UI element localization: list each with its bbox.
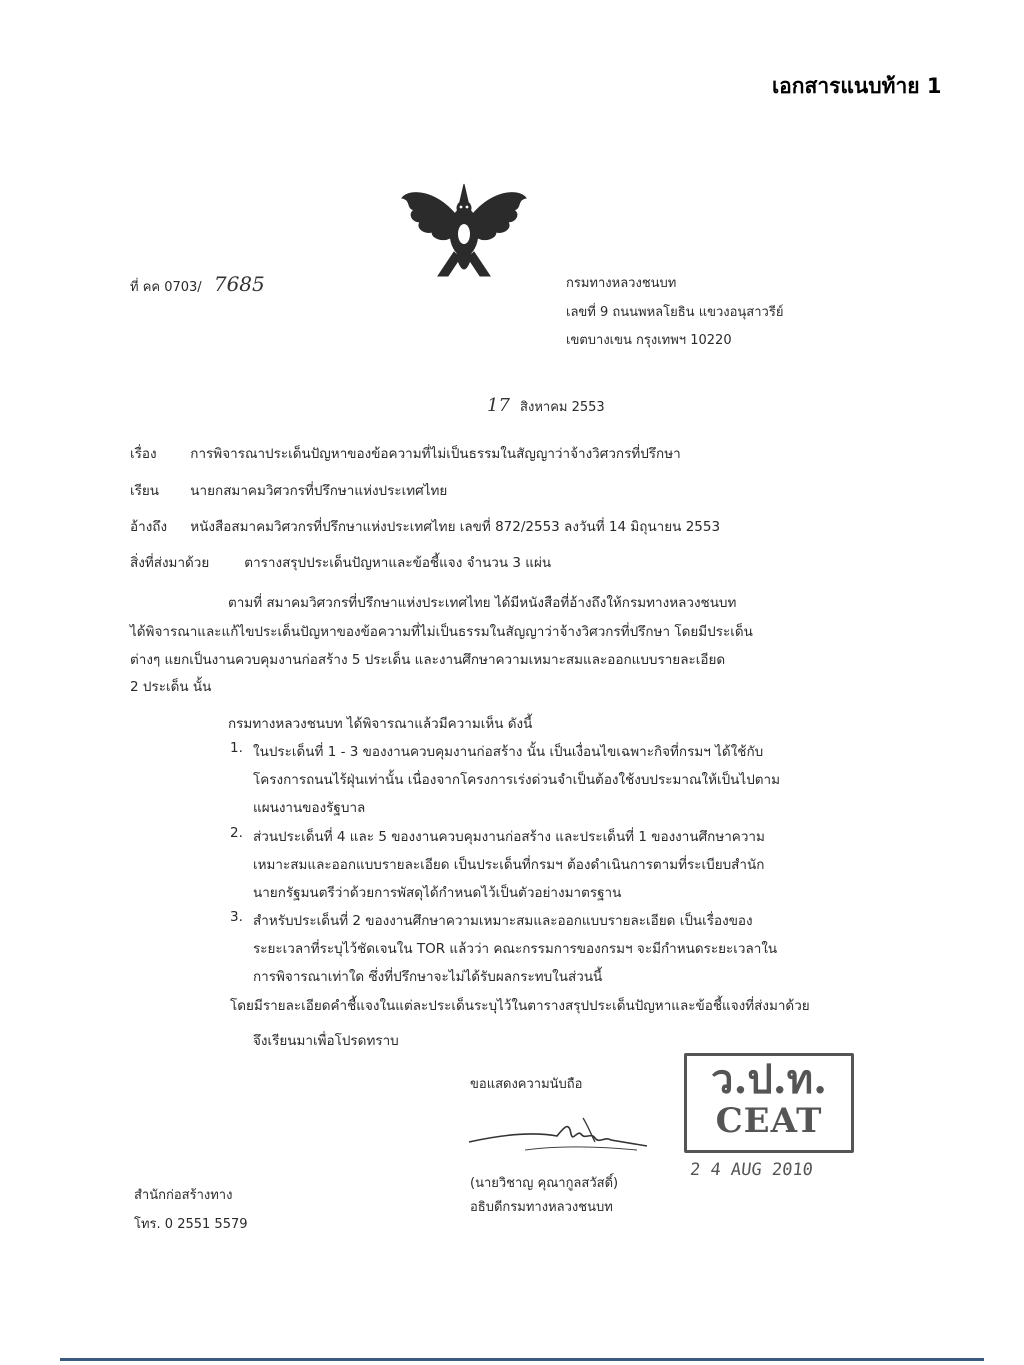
received-stamp: [684, 1053, 854, 1153]
reference-text: หนังสือสมาคมวิศวกรที่ปรึกษาแห่งประเทศไทย เลขที่ 872/2553 ลงวันที่ 14 มิถุนายน 2553: [190, 519, 721, 535]
item-3-line-2: ระยะเวลาที่ระบุไว้ชัดเจนใน TOR แล้วว่า คณะกรรมการของกรมฯ จะมีกำหนดระยะเวลาใน: [253, 941, 778, 957]
item-3-line-1: สำหรับประเด็นที่ 2 ของงานศึกษาความเหมาะสมและออกแบบรายละเอียด เป็นเรื่องของ: [253, 913, 753, 929]
stamp-latin-text: CEAT: [715, 1101, 823, 1141]
attachment-label: เอกสารแนบท้าย 1: [772, 74, 942, 98]
signer-name: (นายวิชาญ คุณากูลสวัสดิ์): [470, 1176, 619, 1191]
reference-line: [130, 515, 720, 537]
closing-salutation: ขอแสดงความนับถือ: [470, 1077, 583, 1092]
date-day-handwritten: 17: [487, 395, 510, 416]
paragraph-1-line-4: 2 ประเด็น นั้น: [130, 679, 212, 695]
subject-text: การพิจารณาประเด็นปัญหาของข้อความที่ไม่เป็นธรรมในสัญญาว่าจ้างวิศวกรที่ปรึกษา: [190, 446, 681, 462]
subject-line: [130, 442, 681, 464]
closing-request: จึงเรียนมาเพื่อโปรดทราบ: [253, 1033, 399, 1049]
opinion-intro: กรมทางหลวงชนบท ได้พิจารณาแล้วมีความเห็น ดังนี้: [228, 716, 533, 732]
item-3-line-3: การพิจารณาเท่าใด ซึ่งที่ปรึกษาจะไม่ได้รับผลกระทบในส่วนนี้: [253, 969, 603, 985]
handwritten-signature-icon: [465, 1112, 651, 1166]
reference-prefix: ที่ คค 0703/: [130, 280, 202, 295]
item-2-number: 2.: [230, 825, 243, 841]
page-bottom-divider: [60, 1358, 984, 1361]
sender-address-line-1: เลขที่ 9 ถนนพหลโยธิน แขวงอนุสาวรีย์: [566, 305, 784, 320]
item-1-number: 1.: [230, 740, 243, 756]
recipient-text: นายกสมาคมวิศวกรที่ปรึกษาแห่งประเทศไทย: [190, 483, 448, 499]
enclosure-label: สิ่งที่ส่งมาด้วย: [130, 555, 210, 571]
signer-title: อธิบดีกรมทางหลวงชนบท: [470, 1200, 613, 1215]
paragraph-1-line-3: ต่างๆ แยกเป็นงานควบคุมงานก่อสร้าง 5 ประเด็น และงานศึกษาความเหมาะสมและออกแบบรายละเอียด: [130, 652, 726, 668]
enclosure-line: [130, 551, 551, 573]
letter-date: [487, 395, 605, 417]
item-1-line-1: ในประเด็นที่ 1 - 3 ของงานควบคุมงานก่อสร้าง นั้น เป็นเงื่อนไขเฉพาะกิจที่กรมฯ ได้ใช้กับ: [253, 744, 764, 760]
office-name: สำนักก่อสร้างทาง: [134, 1188, 233, 1203]
details-line: โดยมีรายละเอียดคำชี้แจงในแต่ละประเด็นระบุไว้ในตารางสรุปประเด็นปัญหาและข้อชี้แจงที่ส่งมาด้วย: [230, 998, 810, 1014]
sender-name: กรมทางหลวงชนบท: [566, 276, 677, 291]
stamp-date: 2 4 AUG 2010: [688, 1160, 814, 1180]
reference-handwritten-number: 7685: [213, 272, 265, 296]
item-1-line-2: โครงการถนนไร้ฝุ่นเท่านั้น เนื่องจากโครงการเร่งด่วนจำเป็นต้องใช้งบประมาณให้เป็นไปตาม: [253, 772, 781, 788]
item-3-number: 3.: [230, 909, 243, 925]
reference-number: [130, 272, 265, 297]
reference-label: อ้างถึง: [130, 519, 168, 535]
date-month-year: สิงหาคม 2553: [520, 400, 605, 415]
subject-label: เรื่อง: [130, 446, 157, 462]
item-2-line-1: ส่วนประเด็นที่ 4 และ 5 ของงานควบคุมงานก่อสร้าง และประเด็นที่ 1 ของงานศึกษาความ: [253, 829, 765, 845]
garuda-emblem-icon: [398, 180, 530, 288]
sender-address-line-2: เขตบางเขน กรุงเทพฯ 10220: [566, 333, 732, 348]
enclosure-text: ตารางสรุปประเด็นปัญหาและข้อชี้แจง จำนวน 3 แผ่น: [244, 555, 552, 571]
item-2-line-3: นายกรัฐมนตรีว่าด้วยการพัสดุได้กำหนดไว้เป็นตัวอย่างมาตรฐาน: [253, 885, 622, 901]
paragraph-1-line-1: ตามที่ สมาคมวิศวกรที่ปรึกษาแห่งประเทศไทย ได้มีหนังสือที่อ้างถึงให้กรมทางหลวงชนบท: [228, 595, 737, 611]
recipient-label: เรียน: [130, 483, 160, 499]
item-1-line-3: แผนงานของรัฐบาล: [253, 800, 366, 816]
office-phone: โทร. 0 2551 5579: [134, 1217, 248, 1232]
stamp-thai-text: ว.ป.ท.: [711, 1056, 827, 1103]
recipient-line: [130, 479, 447, 501]
item-2-line-2: เหมาะสมและออกแบบรายละเอียด เป็นประเด็นที่กรมฯ ต้องดำเนินการตามที่ระเบียบสำนัก: [253, 857, 765, 873]
paragraph-1-line-2: ได้พิจารณาและแก้ไขประเด็นปัญหาของข้อความที่ไม่เป็นธรรมในสัญญาว่าจ้างวิศวกรที่ปรึกษา โดยมีประเด็น: [130, 624, 753, 640]
